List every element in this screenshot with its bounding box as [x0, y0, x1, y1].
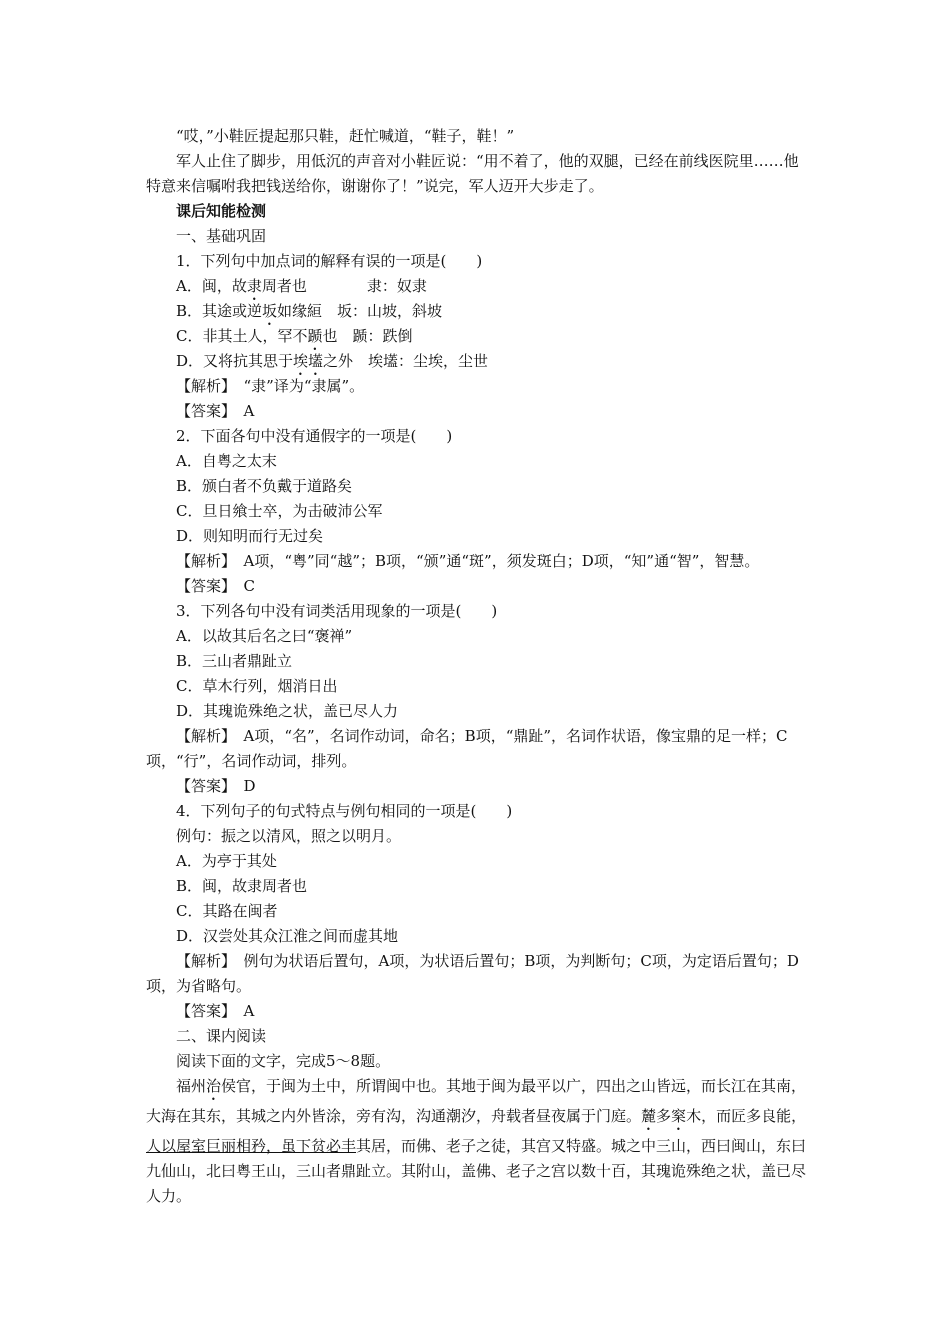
q1-option-c: [146, 324, 812, 349]
passage-dotted-word-1: 治: [206, 1077, 222, 1095]
q1-option-b: [146, 299, 812, 324]
q1-analysis: 【解析】 “隶”译为“隶属”。: [176, 377, 365, 395]
q4-option-c: C．其路在闽者: [176, 902, 278, 920]
q3-option-b: B．三山者鼎趾立: [176, 652, 293, 670]
q1-stem: 1．下列句中加点词的解释有误的一项是( ): [176, 252, 483, 270]
q2-option-a: A．自粤之太末: [176, 452, 277, 470]
q4-option-d: D．汉尝处其众江淮之间而虚其地: [176, 927, 399, 945]
q1-option-a: [146, 274, 812, 299]
q4-stem: 4．下列句子的句式特点与例句相同的一项是( ): [176, 802, 513, 820]
q1-a-text: A．闽，故: [176, 277, 247, 295]
q4-analysis: 【解析】 例句为状语后置句，A项，为状语后置句；B项，为判断句；C项，为定语后置句；D项，为省略句。: [146, 952, 799, 995]
q3-option-c: C．草木行列，烟消日出: [176, 677, 338, 695]
story-paragraph-1: “哎，”小鞋匠提起那只鞋，赶忙喊道，“鞋子，鞋！”: [176, 127, 515, 145]
q2-answer: 【答案】 C: [176, 577, 255, 595]
q1-c-dotted-word: 踬: [307, 327, 323, 345]
passage-dotted-word-3: 梥: [671, 1107, 687, 1125]
q3-stem: 3．下列各句中没有词类活用现象的一项是( ): [176, 602, 498, 620]
q4-option-b: B．闽，故隶周者也: [176, 877, 308, 895]
part2-title: 二、课内阅读: [176, 1027, 267, 1045]
q1-b-text: B．其途或逆: [176, 302, 263, 320]
q1-a-dotted-word: 隶: [246, 277, 262, 295]
q1-c-text: C．非其土人，罕不: [176, 327, 308, 345]
q2-option-d: D．则知明而行无过矣: [176, 527, 324, 545]
q1-a-text-rest: 周者也 隶：奴隶: [261, 277, 427, 295]
passage-text-1: 福州: [176, 1077, 207, 1095]
q1-d-text-rest: 之外 埃壒：尘埃，尘世: [323, 352, 489, 370]
q3-answer: 【答案】 D: [176, 777, 256, 795]
q2-option-b: B．颁白者不负戴于道路矣: [176, 477, 353, 495]
q1-c-text-rest: 也 踬：跌倒: [322, 327, 413, 345]
section-title: 课后知能检测: [176, 202, 267, 220]
q1-d-dotted-word: 埃壒: [293, 352, 324, 370]
q3-option-a: A．以故其后名之曰“褒禅”: [176, 627, 353, 645]
q1-option-d: [146, 349, 812, 374]
reading-passage: [146, 1074, 812, 1209]
passage-text-2: 侯官，于闽为土中，所谓闽中也。其地于闽为最平以广，四出之山皆远，而长江在其南，大海在其东，其城之内外皆涂，旁有沟，沟通潮汐，舟载者昼夜属于门庭。: [146, 1077, 807, 1125]
passage-text-3: 多: [656, 1107, 672, 1125]
passage-dotted-word-2: 麓: [641, 1107, 657, 1125]
q3-analysis: 【解析】 A项，“名”，名词作动词，命名；B项，“鼎趾”，名词作状语，像宝鼎的足一样；C项，“行”，名词作动词，排列。: [146, 727, 788, 770]
q2-analysis: 【解析】 A项，“粤”同“越”；B项，“颁”通“斑”，须发斑白；D项，“知”通“智”，智慧。: [176, 552, 760, 570]
q4-answer: 【答案】 A: [176, 1002, 255, 1020]
part1-title: 一、基础巩固: [176, 227, 267, 245]
document-content: [146, 124, 812, 1209]
q1-b-text-rest: 如缘絙 坂：山坡，斜坡: [277, 302, 443, 320]
q4-example: 例句：振之以清风，照之以明月。: [176, 827, 402, 845]
q1-d-text: D．又将抗其思于: [176, 352, 294, 370]
story-paragraph-2: 军人止住了脚步，用低沉的声音对小鞋匠说：“用不着了，他的双腿，已经在前线医院里……他特意来信嘱咐我把钱送给你，谢谢你了！”说完，军人迈开大步走了。: [146, 152, 799, 195]
q1-b-dotted-word: 坂: [262, 302, 278, 320]
reading-intro: 阅读下面的文字，完成5～8题。: [176, 1052, 391, 1070]
q2-stem: 2．下面各句中没有通假字的一项是( ): [176, 427, 453, 445]
q4-option-a: A．为亭于其处: [176, 852, 277, 870]
passage-text-5: 其居，而佛、老子之徒，其宫又特盛。城之中三山，西曰闽山，东曰九仙山，北曰粤王山，三山者鼎趾立。其附山，盖佛、老子之宫以数十百，其瑰诡殊绝之状，盖已尽人力。: [146, 1137, 807, 1205]
q2-option-c: C．旦日飨士卒，为击破沛公军: [176, 502, 383, 520]
passage-text-4: 木，而匠多良能，: [686, 1107, 807, 1125]
passage-underlined-sentence: 人以屋室巨丽相矜，虽下贫必丰: [146, 1137, 357, 1155]
q1-answer: 【答案】 A: [176, 402, 255, 420]
q3-option-d: D．其瑰诡殊绝之状，盖已尽人力: [176, 702, 399, 720]
